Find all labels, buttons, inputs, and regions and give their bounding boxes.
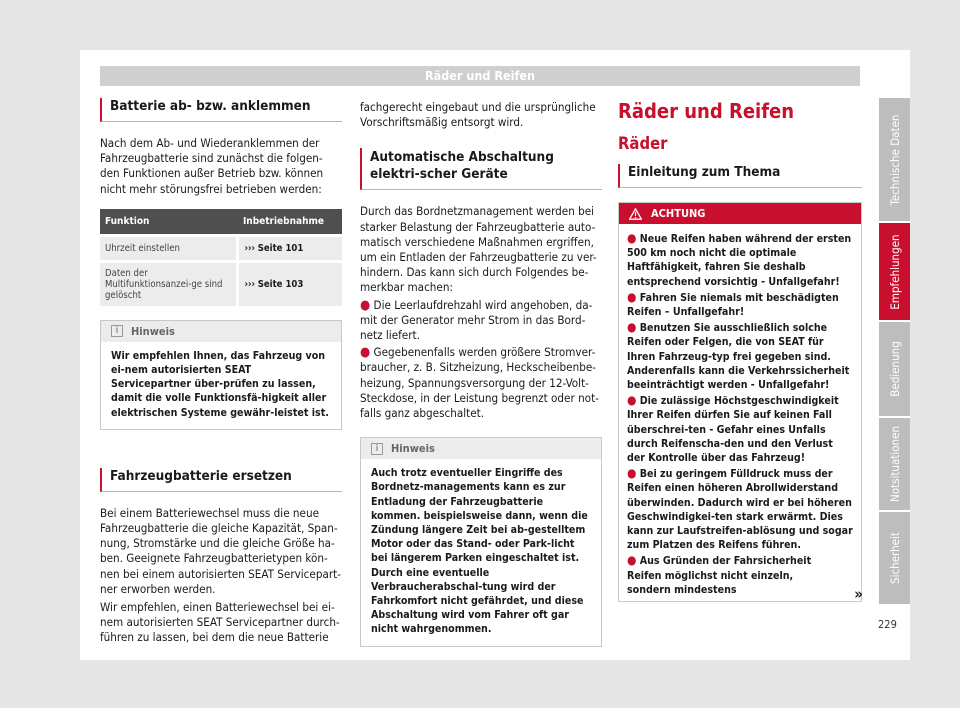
arrow-icon: ›››: [244, 278, 255, 290]
warning-triangle-icon: [629, 208, 642, 220]
list-item: [360, 345, 602, 421]
continue-arrow-icon: »: [854, 584, 863, 603]
warning-text: Benutzen Sie ausschließlich solche Reifen oder Felgen, die von SEAT für Ihren Fahrzeug-typ frei gegeben sind. Anderenfalls kann die Verkehrssicherheit beeinträchtigt werden - Unfallgefahr!: [627, 322, 850, 392]
page-link[interactable]: Seite 103: [257, 278, 304, 290]
tab-label: Bedienung: [887, 341, 902, 397]
warning-box: [618, 202, 862, 602]
list-item: [627, 231, 853, 289]
bullet-icon: ●: [360, 345, 371, 361]
section-title-replace: Fahrzeugbatterie ersetzen: [100, 468, 342, 492]
note-box: [100, 320, 342, 430]
page-number: 229: [878, 618, 897, 631]
warning-text: Neue Reifen haben während der ersten 500 km noch nicht die optimale Haftfähigkeit, fahren Sie deshalb entsprechend vorsichtig - Unfallgefahr!: [627, 233, 852, 288]
note-header: [361, 438, 601, 459]
tab-bedienung[interactable]: [879, 322, 910, 416]
column-right: [618, 98, 862, 602]
list-item: [627, 466, 853, 552]
table-cell-function: Uhrzeit einstellen: [100, 235, 238, 261]
table-header-activation: Inbetriebnahme: [238, 209, 342, 236]
info-icon: i: [111, 325, 123, 337]
table-cell-reference[interactable]: [238, 261, 342, 306]
bullet-icon: ●: [627, 466, 637, 481]
section-title-intro: Einleitung zum Thema: [618, 164, 862, 188]
column-left: [100, 98, 342, 646]
shutdown-intro: Durch das Bordnetzmanagement werden bei starker Belastung der Fahrzeugbatterie auto-matisch verschiedene Maßnahmen ergriffen, um ein Entladen der Fahrzeugbatterie zu ver-hindern. Das kann sich durch Folgendes be-merkbar machen:: [360, 204, 597, 295]
list-item: [360, 298, 602, 344]
tab-notsituationen[interactable]: [879, 418, 910, 510]
tab-empfehlungen[interactable]: [879, 223, 910, 320]
chapter-subtitle: Räder: [618, 134, 668, 153]
bullet-icon: ●: [627, 289, 637, 304]
tab-sicherheit[interactable]: [879, 512, 910, 604]
battery-intro: Nach dem Ab- und Wiederanklemmen der Fahrzeugbatterie sind zunächst die folgen-den Funktionen außer Betrieb bzw. können nicht mehr störungsfrei betrieben werden:: [100, 136, 324, 196]
bullet-text: Die Leerlaufdrehzahl wird angehoben, da-mit der Generator mehr Strom in das Bord-netz liefert.: [360, 297, 593, 343]
table-cell-function: Daten der Multifunktionsanzei-ge sind gelöscht: [100, 261, 238, 306]
note-header: [101, 321, 341, 342]
column-middle: [360, 98, 602, 647]
table-row: [100, 261, 342, 306]
list-item: [627, 290, 853, 319]
table-header-function: Funktion: [100, 209, 238, 236]
tab-label: Empfehlungen: [887, 233, 902, 310]
tab-label: Notsituationen: [887, 425, 902, 503]
warning-label: ACHTUNG: [651, 207, 706, 220]
replace-para-2: Wir empfehlen, einen Batteriewechsel bei ei-nem autorisierten SEAT Servicepartner durch-führen zu lassen, bei dem die neue Batterie: [100, 600, 340, 645]
list-item: [627, 393, 853, 465]
page-link[interactable]: Seite 101: [257, 242, 304, 254]
warning-text: Bei zu geringem Fülldruck muss der Reifen einen höheren Abrollwiderstand überwinden. Dadurch wird er bei höheren Geschwindigkei-ten stark erwärmt. Dies kann zur Laufstreifen-ablösung und sogar zum Platzen des Reifens führen.: [627, 468, 853, 552]
note-box: [360, 437, 602, 646]
table-cell-reference[interactable]: [238, 235, 342, 261]
tab-label: Technische Daten: [887, 114, 902, 205]
bullet-icon: ●: [627, 393, 637, 408]
arrow-icon: ›››: [244, 242, 255, 254]
list-item: [627, 320, 853, 392]
tab-technische-daten[interactable]: [879, 98, 910, 221]
chapter-title: Räder und Reifen: [618, 99, 795, 123]
tab-label: Sicherheit: [887, 532, 902, 584]
bullet-icon: ●: [360, 297, 371, 313]
running-header: Räder und Reifen: [100, 66, 860, 86]
section-title-battery: Batterie ab- bzw. anklemmen: [100, 98, 342, 122]
warning-text: Fahren Sie niemals mit beschädigten Reifen – Unfallgefahr!: [627, 291, 839, 319]
note-text: Auch trotz eventueller Eingriffe des Bordnetz-managements kann es zur Entladung der Fahrzeugbatterie kommen. beispielsweise dann, wenn die Zündung längere Zeit bei ab-gestelltem Motor oder das Stand- oder Park-licht bei längerem Parken eingeschaltet ist. Durch eine eventuelle Verbraucherabschal-tung wird der Fahrkomfort nicht gefährdet, und diese Abschaltung wird vom Fahrer oft gar nicht wahrgenommen.: [371, 467, 588, 636]
table-row: [100, 235, 342, 261]
list-item: [627, 553, 853, 597]
warning-body: [619, 224, 861, 601]
note-label: Hinweis: [131, 324, 175, 338]
warning-text: Aus Gründen der Fahrsicherheit Reifen möglichst nicht einzeln, sondern mindestens: [627, 555, 812, 596]
warning-header: [619, 203, 861, 224]
bullet-icon: ●: [627, 231, 637, 245]
note-text: Wir empfehlen Ihnen, das Fahrzeug von ei-nem autorisierten SEAT Servicepartner über-prüfen zu lassen, damit die volle Funktionsfä-higkeit aller elektrischen Systeme gewähr-leistet ist.: [111, 349, 329, 419]
info-icon: i: [371, 443, 383, 455]
bullet-icon: ●: [627, 320, 637, 335]
warning-text: Die zulässige Höchstgeschwindigkeit Ihrer Reifen dürfen Sie auf keinen Fall überschrei-ten - Gefahr eines Unfalls durch Reifenscha-den und den Verlust der Kontrolle über das Fahrzeug!: [627, 395, 839, 465]
replace-para-1: Bei einem Batteriewechsel muss die neue Fahrzeugbatterie die gleiche Kapazität, Span-nung, Stromstärke und die gleiche Größe ha-ben. Geeignete Fahrzeugbatterietypen kön-nen bei einem autorisierten SEAT Servicepart-ner erworben werden.: [100, 505, 341, 596]
function-table: [100, 209, 342, 306]
chapter-tabs: [879, 98, 910, 606]
continued-text: fachgerecht eingebaut und die ursprüngliche Vorschriftsmäßig entsorgt wird.: [360, 100, 596, 130]
section-title-shutdown: Automatische Abschaltung elektri-scher Geräte: [360, 148, 602, 190]
bullet-text: Gegebenenfalls werden größere Stromver-braucher, z. B. Sitzheizung, Heckscheibenbe-heizung, Spannungsversorgung der 12-Volt-Steckdose, in der Leistung begrenzt oder not-falls ganz abgeschaltet.: [360, 345, 599, 421]
bullet-icon: ●: [627, 553, 637, 568]
note-label: Hinweis: [391, 442, 435, 456]
